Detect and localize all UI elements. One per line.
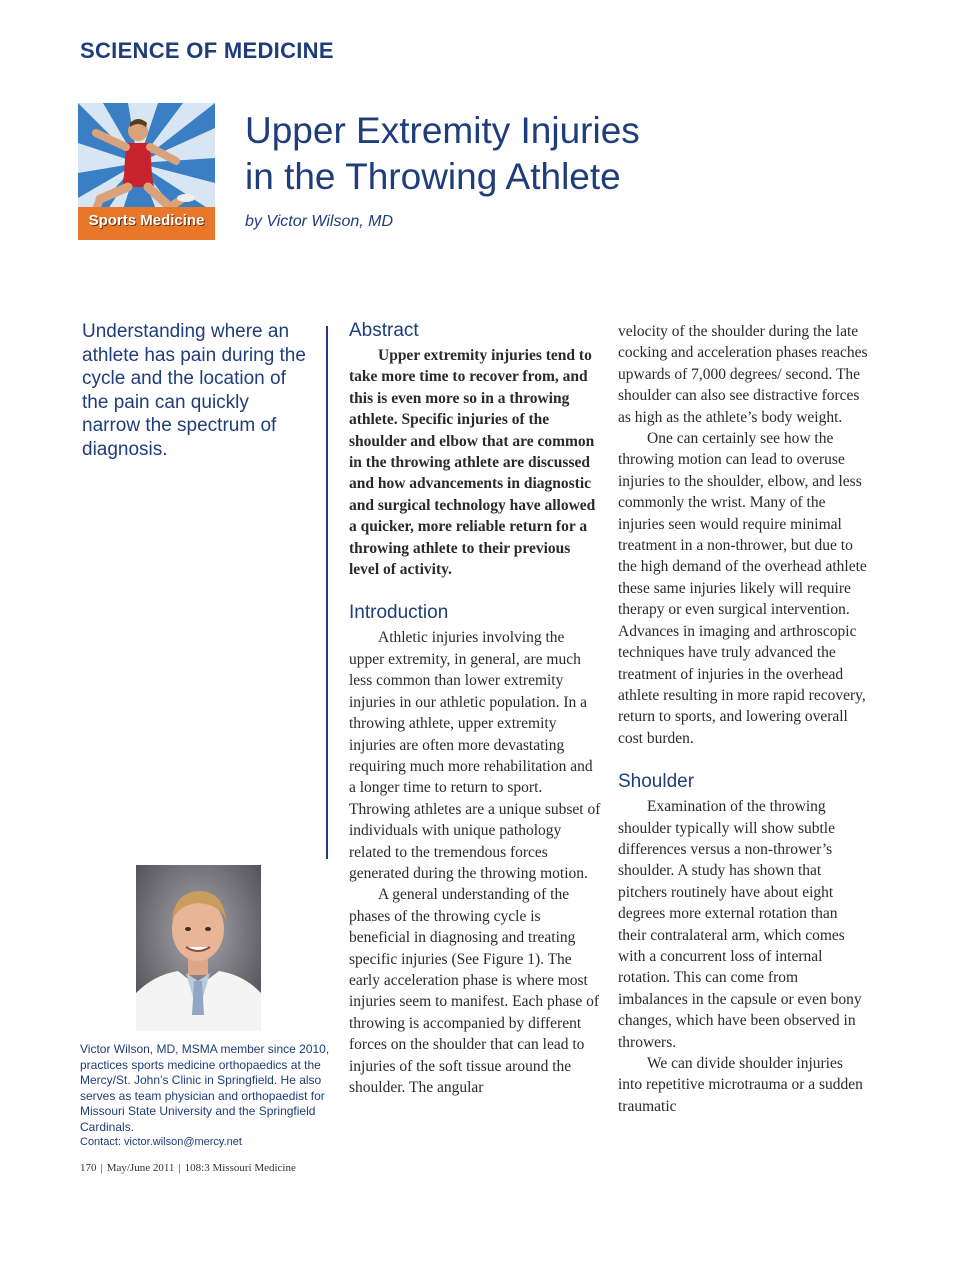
section-label: SCIENCE OF MEDICINE <box>80 38 334 63</box>
page-footer: 170 | May/June 2011 | 108:3 Missouri Medicine <box>80 1162 296 1174</box>
journal-name: 108:3 Missouri Medicine <box>184 1162 296 1174</box>
bio-text: Victor Wilson, MD, MSMA member since 2010, practices sports medicine orthopaedics at the Mercy/St. John’s Clinic in Springfield. He also serves as team physician and orthopaedist for Missouri State University and the Springfield Cardinals. <box>80 1042 330 1134</box>
abstract-text: Upper extremity injuries tend to take more time to recover from, and this is even more so in a throwing athlete. Specific injuries of the shoulder and elbow that are common in the throwing athlete are discussed and how advancements in diagnostic and surgical technology have allowed a quicker, more reliable return for a throwing athlete to their previous level of activity. <box>349 347 596 579</box>
introduction-paragraph-1: Athletic injuries involving the upper extremity, in general, are much less common than lower extremity injuries in our athletic population. In a throwing athlete, upper extremity injuries are often more devastating requiring much more rehabilitation and a longer time to return to sport. Throwing athletes are a unique subset of individuals with unique pathology related to the tremendous forces generated during the throwing motion. <box>349 629 601 882</box>
shoulder-paragraph-2: We can divide shoulder injuries into repetitive microtrauma or a sudden traumatic <box>618 1055 863 1115</box>
introduction-paragraph-4: One can certainly see how the throwing motion can lead to overuse injuries to the shoulder, elbow, and less commonly the wrist. Many of the injuries seen would require minimal treatment in a non-thrower, but due to the high demand of the overhead athlete these same injuries likely will require therapy or even surgical intervention. Advances in imaging and arthroscopic techniques have truly advanced the treatment of injuries in the overhead athlete resulting in more rapid recovery, return to sports, and lowering overall cost burden. <box>618 430 867 747</box>
title-line-1: Upper Extremity Injuries <box>245 110 640 151</box>
sports-medicine-logo <box>78 103 215 240</box>
page-number: 170 <box>80 1162 97 1174</box>
column-divider <box>326 326 328 859</box>
article-title <box>245 108 885 200</box>
text-column-2 <box>618 321 868 1117</box>
abstract-heading: Abstract <box>349 320 419 341</box>
introduction-paragraph-3: velocity of the shoulder during the late cocking and acceleration phases reaches upwards of 7,000 degrees/ second. The shoulder can also see distractive forces as high as the athlete’s body weight. <box>618 323 868 426</box>
pull-quote: Understanding where an athlete has pain during the cycle and the location of the pain can quickly narrow the spectrum of diagnosis. <box>82 321 306 460</box>
bio-contact: Contact: victor.wilson@mercy.net <box>80 1136 242 1148</box>
introduction-paragraph-2: A general understanding of the phases of the throwing cycle is beneficial in diagnosing and treating specific injuries (See Figure 1). The early acceleration phase is where most injuries seem to manifest. Each phase of throwing is accompanied by different forces on the shoulder that can lead to injuries of the soft tissue around the shoulder. The angular <box>349 886 600 1096</box>
issue-date: May/June 2011 <box>106 1162 175 1174</box>
title-line-2: in the Throwing Athlete <box>245 156 621 197</box>
byline: by Victor Wilson, MD <box>245 213 394 230</box>
shoulder-heading: Shoulder <box>618 771 695 793</box>
introduction-heading: Introduction <box>349 602 449 624</box>
author-photo <box>136 865 261 1031</box>
author-portrait <box>136 865 261 1031</box>
shoulder-paragraph-1: Examination of the throwing shoulder typically will show subtle differences versus a non-thrower’s shoulder. A study has shown that pitchers routinely have about eight degrees more external rotation than their contralateral arm, which comes with a concurrent loss of internal rotation. This can come from imbalances in the capsule or even bony changes, which have been observed in throwers. <box>618 798 862 1051</box>
author-bio <box>80 1042 335 1151</box>
text-column-1 <box>349 319 601 1098</box>
logo-label: Sports Medicine <box>88 212 205 229</box>
